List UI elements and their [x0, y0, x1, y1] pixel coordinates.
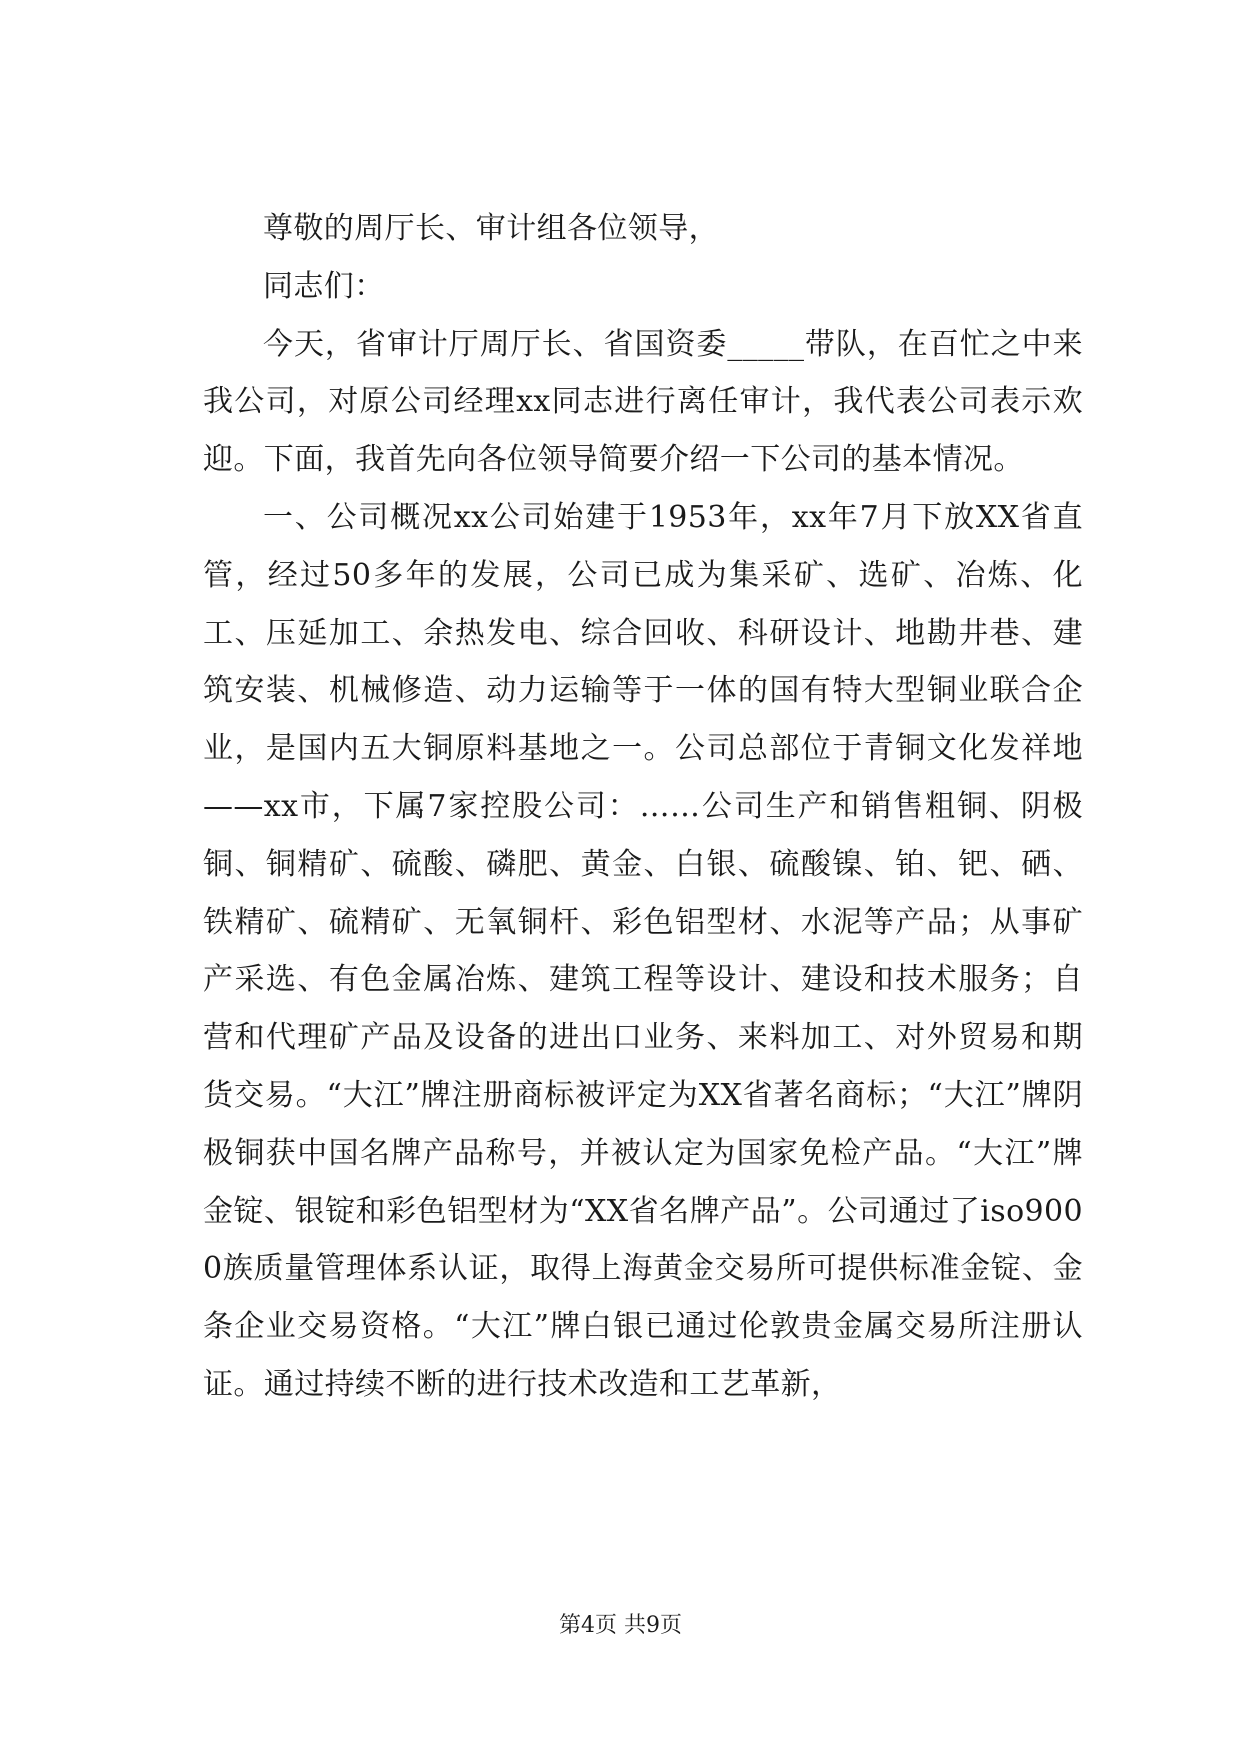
page-number-footer: 第4页 共9页	[559, 1613, 682, 1638]
salutation-comrades: 同志们：	[263, 268, 385, 304]
document-body	[203, 200, 1083, 1414]
welcome-paragraph: 今天，省审计厅周厅长、省国资委_____带队，在百忙之中来我公司，对原公司经理xx同志进行离任审计，我代表公司表示欢迎。下面，我首先向各位领导简要介绍一下公司的基本情况。	[203, 326, 1083, 478]
company-overview-paragraph: 一、公司概况xx公司始建于1953年，xx年7月下放XX省直管，经过50多年的发展，公司已成为集采矿、选矿、冶炼、化工、压延加工、余热发电、综合回收、科研设计、地勘井巷、建筑安装、机械修造、动力运输等于一体的国有特大型铜业联合企业，是国内五大铜原料基地之一。公司总部位于青铜文化发祥地——xx市，下属7家控股公司：……公司生产和销售粗铜、阴极铜、铜精矿、硫酸、磷肥、黄金、白银、硫酸镍、铂、钯、硒、铁精矿、硫精矿、无氧铜杆、彩色铝型材、水泥等产品；从事矿产采选、有色金属冶炼、建筑工程等设计、建设和技术服务；自营和代理矿产品及设备的进出口业务、来料加工、对外贸易和期货交易。“大江”牌注册商标被评定为XX省著名商标；“大江”牌阴极铜获中国名牌产品称号，并被认定为国家免检产品。“大江”牌金锭、银锭和彩色铝型材为“XX省名牌产品”。公司通过了iso9000族质量管理体系认证，取得上海黄金交易所可提供标准金锭、金条企业交易资格。“大江”牌白银已通过伦敦贵金属交易所注册认证。通过持续不断的进行技术改造和工艺革新，	[203, 499, 1083, 1402]
salutation-leaders: 尊敬的周厅长、审计组各位领导，	[263, 211, 719, 246]
